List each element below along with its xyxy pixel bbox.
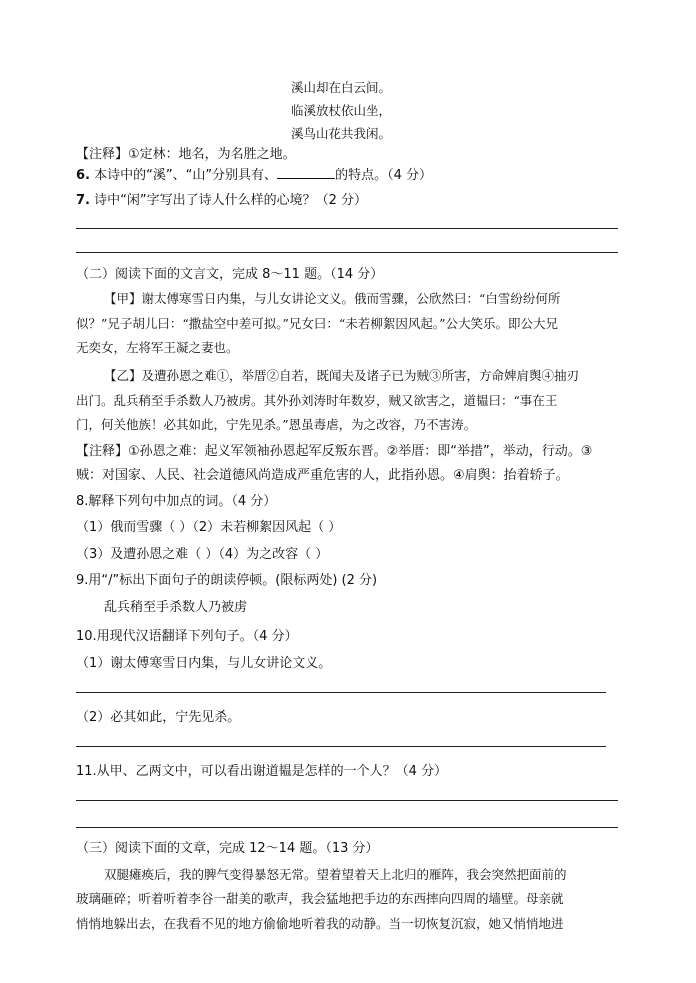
poem-note: 【注释】①定林：地名，为名胜之地。 [76,147,296,162]
answer-line[interactable] [76,228,618,229]
passage-line: 双腿瘫痪后，我的脾气变得暴怒无常。望着望着天上北归的雁阵，我会突然把面前的 [104,867,567,882]
answer-line[interactable] [76,827,618,828]
question-10-title: 10.用现代汉语翻译下列句子。（4 分） [76,629,298,644]
question-9-title: 9.用“/”标出下面句子的朗读停顿。(限标两处) (2 分) [76,573,378,588]
passage-yi-line: 出门。乱兵稍至手杀数人乃被虏。其外孙刘涛时年数岁，贼又欲害之，道韫曰：“事在王 [76,393,558,408]
question-text: 诗中“闲”字写出了诗人什么样的心境？（2 分） [89,193,367,208]
question-8-row-2: （3）及遭孙恩之难（ ）（4）为之改容（ ） [76,547,329,562]
question-10-sentence-1: （1）谢太傅寒雪日内集，与儿女讲论文义。 [76,656,332,671]
answer-line[interactable] [76,800,618,801]
question-8-title: 8.解释下列句中加点的词。（4 分） [76,494,277,509]
passage-jia-line: 似？”兄子胡儿曰：“撒盐空中差可拟。”兄女曰：“未若柳絮因风起。”公大笑乐。即公大兄 [76,316,558,331]
answer-line[interactable] [76,252,618,253]
question-text-end: 的特点。（4 分） [335,168,432,183]
question-7 [76,189,367,208]
question-9-sentence: 乱兵稍至手杀数人乃被虏 [104,600,248,615]
question-number: 7. [76,193,90,208]
notes-line: 贼：对国家、人民、社会道德风尚造成严重危害的人，此指孙恩。④肩舆：抬着轿子。 [76,468,569,483]
poem-line-2: 临溪放杖依山坐， [291,103,392,118]
question-10-sentence-2: （2）必其如此，宁先见杀。 [76,710,241,725]
passage-jia-line: 无奕女，左将军王凝之妻也。 [76,340,239,355]
poem-line-1: 溪山却在白云间。 [291,80,392,95]
notes-line: 【注释】①孙恩之难：起义军领袖孙恩起军反叛东晋。②举厝：即“举措”，举动，行动。③ [76,444,593,459]
section-3-heading: （三）阅读下面的文章，完成 12～14 题。（13 分） [76,841,379,856]
answer-line[interactable] [76,692,606,693]
passage-line: 悄悄地躲出去，在我看不见的地方偷偷地听着我的动静。当一切恢复沉寂，她又悄悄地进 [76,916,564,931]
question-11-title: 11.从甲、乙两文中，可以看出谢道韫是怎样的一个人？（4 分） [76,764,448,779]
passage-yi-line: 【乙】及遭孙恩之难①，举厝②自若，既闻夫及诸子已为贼③所害，方命婢肩舆④抽刃 [104,368,580,383]
passage-line: 玻璃砸碎；听着听着李谷一甜美的歌声，我会猛地把手边的东西摔向四周的墙壁。母亲就 [76,891,564,906]
section-2-heading: （二）阅读下面的文言文，完成 8～11 题。（14 分） [76,267,384,282]
answer-line[interactable] [76,746,606,747]
answer-blank[interactable] [277,167,335,179]
poem-line-3: 溪鸟山花共我闲。 [291,126,392,141]
question-8-row-1: （1）俄而雪骤（ ）（2）未若柳絮因风起（ ） [76,520,342,535]
question-number: 6. [76,168,90,183]
passage-jia-line: 【甲】谢太傅寒雪日内集，与儿女讲论文义。俄而雪骤，公欣然曰：“白雪纷纷何所 [104,291,561,306]
question-6 [76,164,432,183]
question-text: 本诗中的“溪”、“山”分别具有、 [89,168,278,183]
passage-yi-line: 门，何关他族！必其如此，宁先见杀。”恩虽毒虐，为之改容，乃不害涛。 [76,417,477,432]
